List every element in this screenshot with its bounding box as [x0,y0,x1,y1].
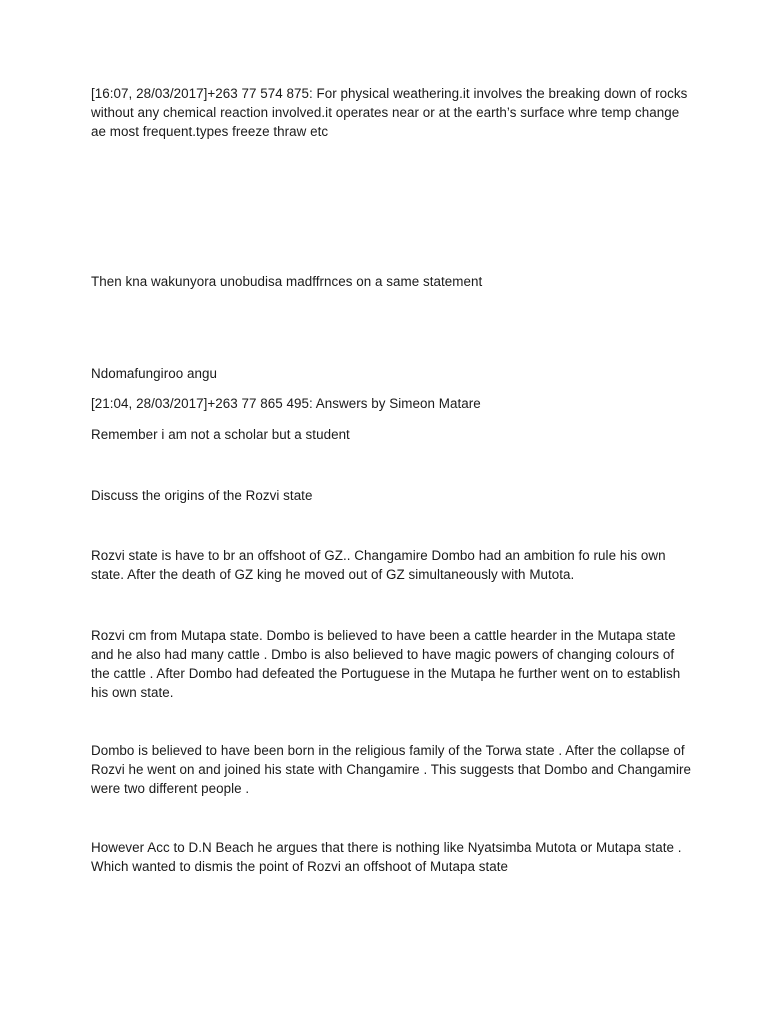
paragraph-offshoot-gz: Rozvi state is have to br an offshoot of GZ.. Changamire Dombo had an ambition fo rule his own state. After the death of GZ king he moved out of GZ simultaneously with Mutota. [91,548,666,582]
paragraph-torwa-family: Dombo is believed to have been born in the religious family of the Torwa state . After the collapse of Rozvi he went on and joined his state with Changamire . This suggests that Dombo and Changamire were two different people . [91,743,691,796]
chat-message-weathering: [16:07, 28/03/2017]+263 77 574 875⁨⁩: For physical weathering.it involves the breaking down of rocks without any chemical reaction involved.it operates near or at the earth’s surface whre temp change ae most frequent.types freeze thraw etc [91,86,688,139]
paragraph-disclaimer: Remember i am not a scholar but a student [91,427,350,442]
paragraph-opinion: Ndomafungiroo angu [91,366,217,381]
question-heading: Discuss the origins of the Rozvi state [91,488,313,503]
chat-message-answers: [21:04, 28/03/2017]+263 77 865 495⁨⁩: Answers by Simeon Matare [91,396,481,411]
paragraph-dn-beach: However Acc to D.N Beach he argues that there is nothing like Nyatsimba Mutota or Mutapa state . Which wanted to dismis the point of Rozvi an offshoot of Mutapa state [91,840,682,874]
paragraph-mutapa-origin: Rozvi cm from Mutapa state. Dombo is believed to have been a cattle hearder in the Mutapa state and he also had many cattle . Dmbo is also believed to have magic powers of changing colours of the cattle . After Dombo had defeated the Portuguese in the Mutapa he further went on to establish his own state. [91,628,681,700]
paragraph-differences-note: Then kna wakunyora unobudisa madffrnces on a same statement [91,274,483,289]
